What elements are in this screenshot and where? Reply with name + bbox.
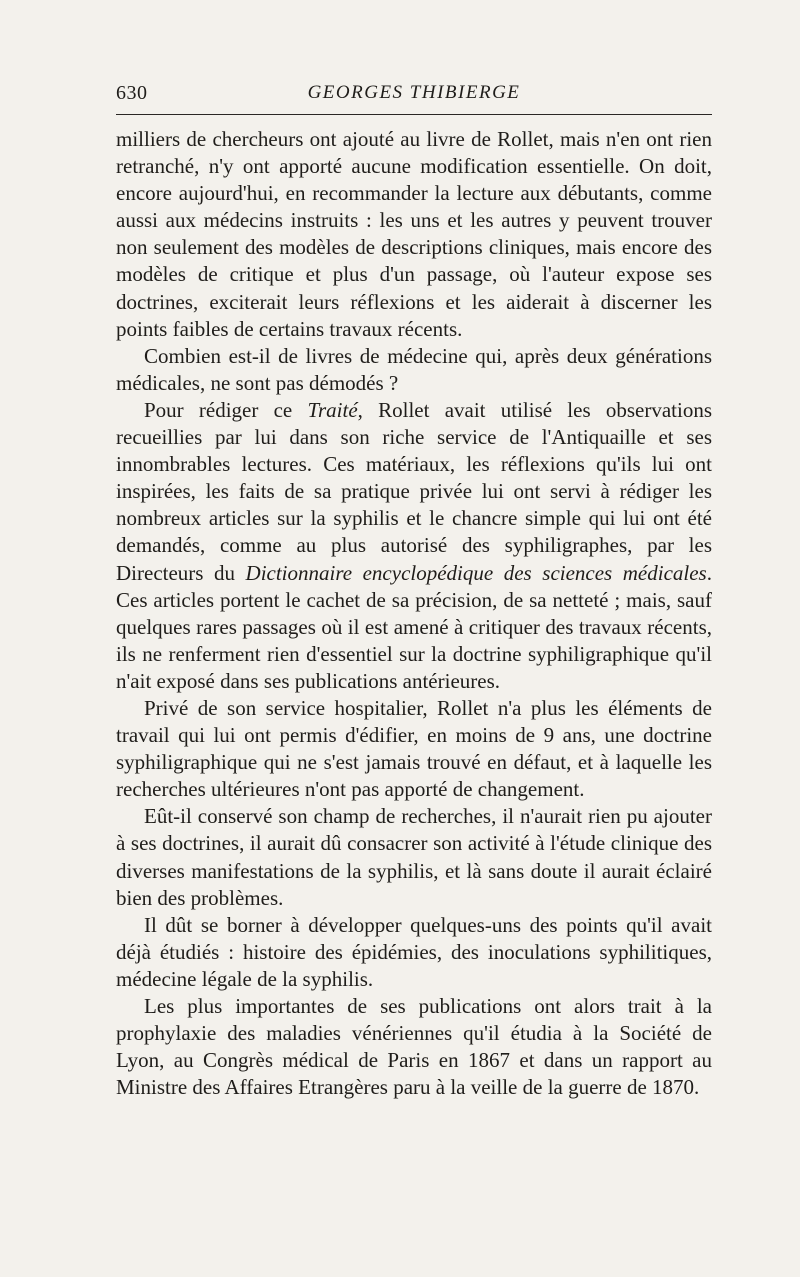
running-title: GEORGES THIBIERGE (307, 82, 521, 103)
paragraph-3-part-1: Pour rédiger ce (144, 397, 308, 422)
paragraph-1: milliers de chercheurs ont ajouté au livre de Rollet, mais n'en ont rien retranché, n'y ont apporté aucune modification essentielle. On doit, encore aujourd'hui, en recommander la lecture aux débutants, comme aussi aux médecins instruits : les uns et les autres y peuvent trouver non seulement des modèles de descriptions cliniques, mais encore des modèles de critique et plus d'un passage, où l'auteur expose ses doctrines, exciterait leurs réflexions et les aiderait à discerner les points faibles de certains travaux récents. (116, 127, 712, 341)
body-text (116, 126, 712, 1101)
paragraph-6: Il dût se borner à développer quelques-uns des points qu'il avait déjà étudiés : histoire des épidémies, des inoculations syphilitiques, médecine légale de la syphilis. (116, 912, 712, 991)
paragraph-2: Combien est-il de livres de médecine qui, après deux générations médicales, ne sont pas démodés ? (116, 343, 712, 395)
paragraph-4: Privé de son service hospitalier, Rollet n'a plus les éléments de travail qui lui ont permis d'édifier, en moins de 9 ans, une doctrine syphiligraphique qui ne s'est jamais trouvé en défaut, et à laquelle les recherches ultérieures n'ont pas apporté de changement. (116, 695, 712, 802)
page-number: 630 (116, 82, 148, 104)
paragraph-3-part-3: . Ces articles portent le cachet de sa précision, de sa netteté ; mais, sauf quelques rares passages où il est amené à critiquer des travaux récents, ils ne renferment rien d'essentiel sur la doctrine syphiligraphique qu'il n'ait exposé dans ses publications antérieures. (116, 560, 712, 693)
paragraph-3-italic-traite: Traité (307, 397, 358, 422)
paragraph-3 (116, 397, 712, 695)
paragraph-3-italic-dictionnaire: Dictionnaire encyclopédique des sciences médicales (245, 560, 707, 585)
paragraph-7: Les plus importantes de ses publications ont alors trait à la prophylaxie des maladies vénériennes qu'il étudia à la Société de Lyon, au Congrès médical de Paris en 1867 et dans un rapport au Ministre des Affaires Etrangères paru à la veille de la guerre de 1870. (116, 994, 712, 1100)
page-header (116, 82, 712, 108)
header-rule (116, 114, 712, 115)
paragraph-3-part-2: , Rollet avait utilisé les observations recueillies par lui dans son riche service de l'Antiquaille et ses innombrables lectures. Ces matériaux, les réflexions qu'ils lui ont inspirées, les faits de sa pratique privée lui ont servi à rédiger les nombreux articles sur la syphilis et le chancre simple qui lui ont été demandés, comme au plus autorisé des syphiligraphes, par les Directeurs du (116, 397, 712, 585)
paragraph-5: Eût-il conservé son champ de recherches, il n'aurait rien pu ajouter à ses doctrines, il aurait dû consacrer son activité à l'étude clinique des diverses manifestations de la syphilis, et là sans doute il aurait éclairé bien des problèmes. (116, 804, 712, 910)
